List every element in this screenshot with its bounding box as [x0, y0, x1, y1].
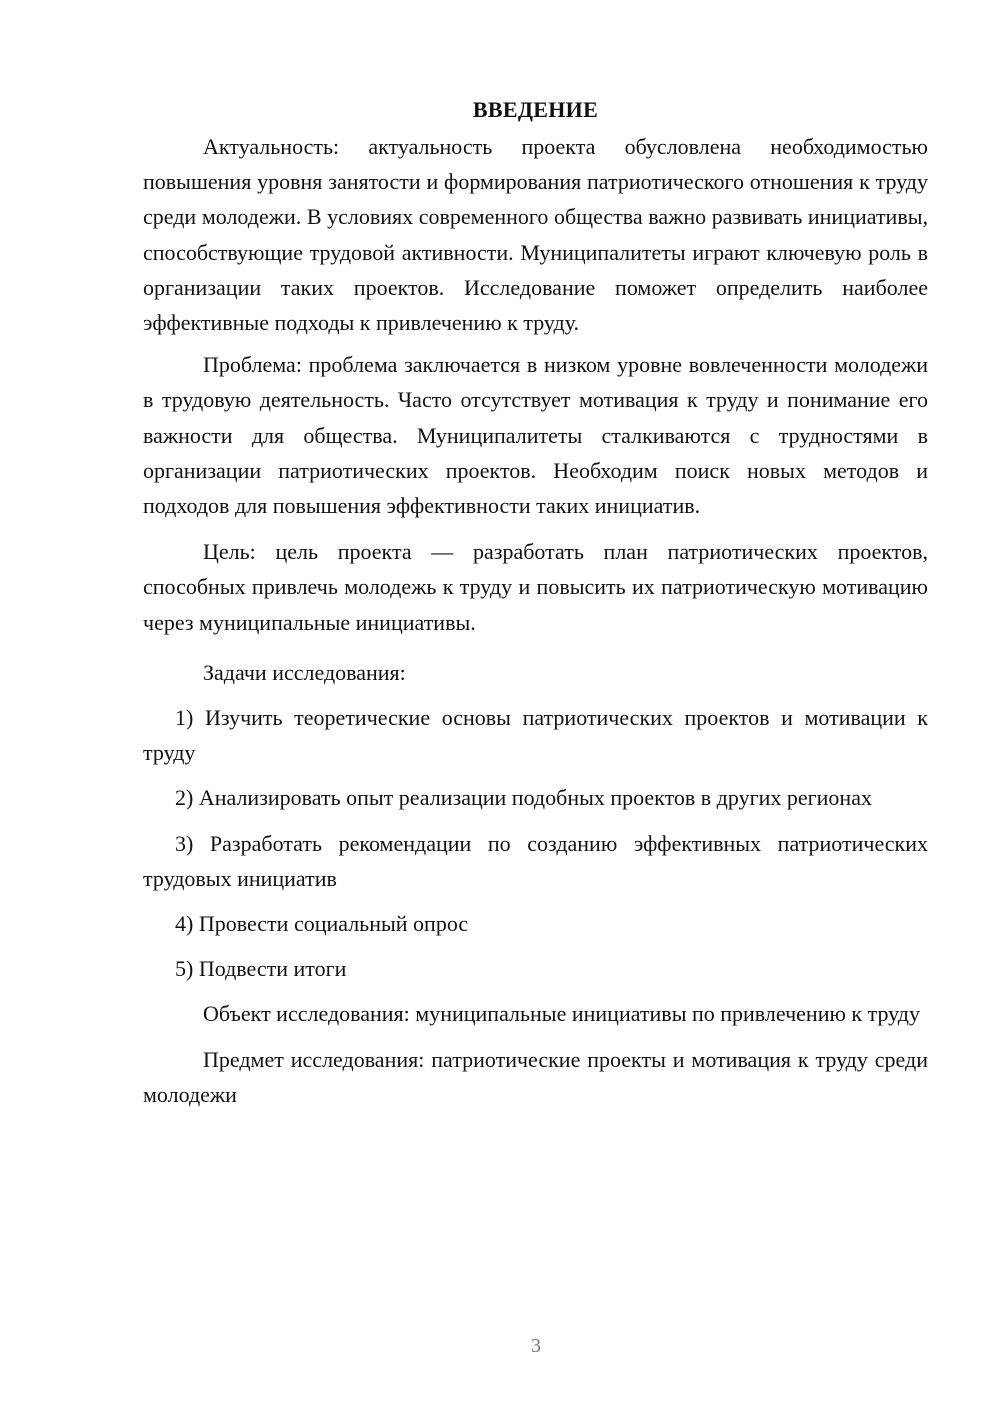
- paragraph-problem: Проблема: проблема заключается в низком уровне вовлеченности молодежи в трудовую деятельность. Часто отсутствует мотивация к труду и понимание его важности для общества. Муниципалитеты сталкиваются с трудностями в организации патриотических проектов. Необходим поиск новых методов и подходов для повышения эффективности таких инициатив.: [143, 352, 928, 519]
- page-content: [143, 92, 928, 1123]
- tasks-heading: Задачи исследования:: [203, 659, 406, 685]
- task-item: 5) Подвести итоги: [175, 956, 347, 982]
- task-item: 1) Изучить теоретические основы патриотических проектов и мотивации к труду: [143, 705, 928, 766]
- paragraph-goal: Цель: цель проекта — разработать план патриотических проектов, способных привлечь молодежь к труду и повысить их патриотическую мотивацию через муниципальные инициативы.: [143, 539, 928, 635]
- task-item: 2) Анализировать опыт реализации подобных проектов в других регионах: [175, 785, 872, 811]
- tasks-list: [143, 700, 928, 986]
- section-title: ВВЕДЕНИЕ: [472, 97, 599, 122]
- paragraph-relevance: Актуальность: актуальность проекта обусловлена необходимостью повышения уровня занятости и формирования патриотического отношения к труду среди молодежи. В условиях современного общества важно развивать инициативы, способствующие трудовой активности. Муниципалитеты играют ключевую роль в организации таких проектов. Исследование поможет определить наиболее эффективные подходы к привлечению к труду.: [143, 134, 928, 336]
- paragraph-object: Объект исследования: муниципальные инициативы по привлечению к труду: [203, 1001, 920, 1027]
- page-number: 3: [531, 1335, 541, 1357]
- task-item: 4) Провести социальный опрос: [175, 911, 469, 937]
- task-item: 3) Разработать рекомендации по созданию эффективных патриотических трудовых инициатив: [143, 830, 928, 891]
- paragraph-subject: Предмет исследования: патриотические проекты и мотивация к труду среди молодежи: [143, 1046, 928, 1107]
